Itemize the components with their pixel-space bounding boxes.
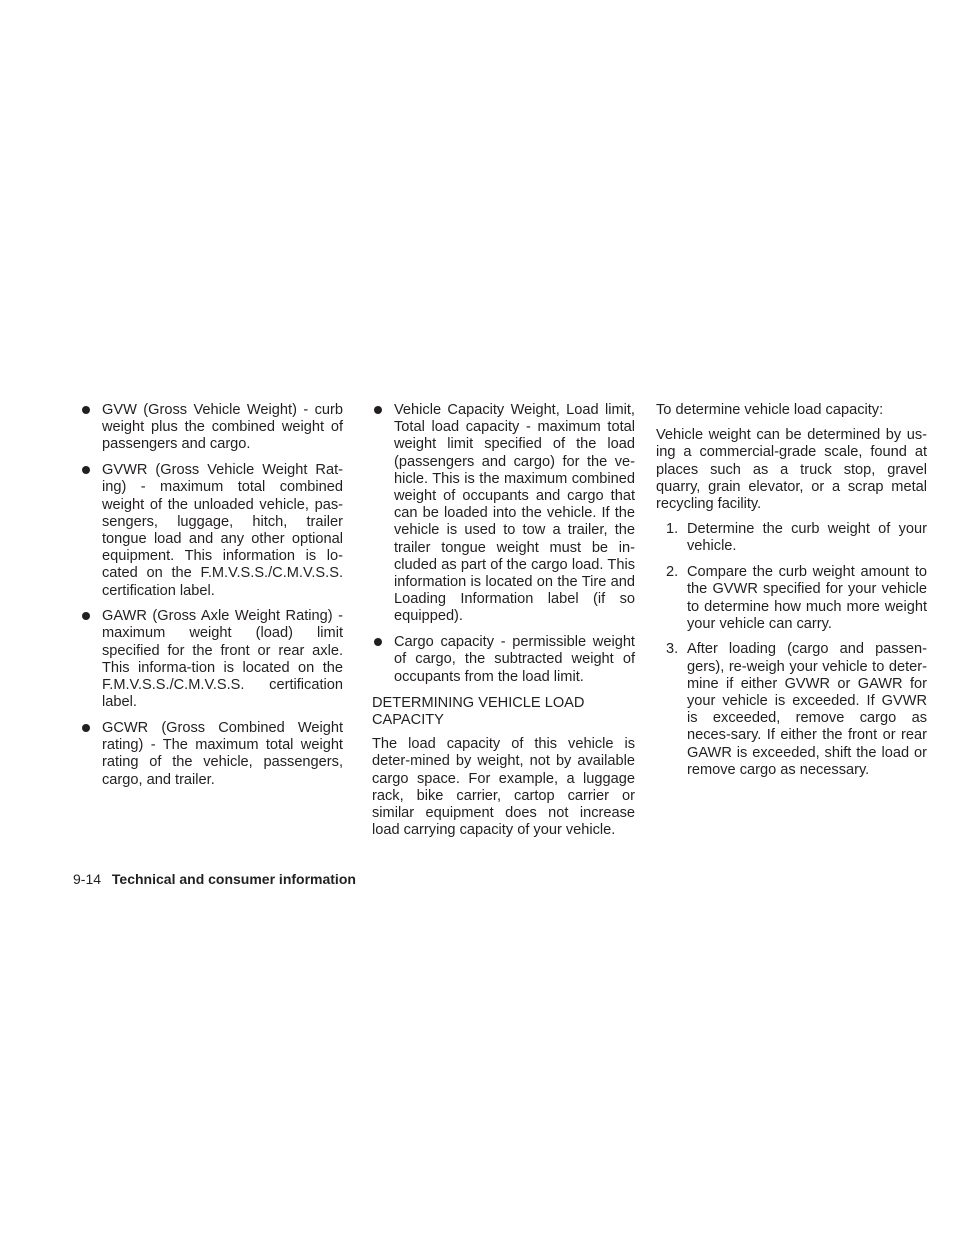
bullet-item-vehicle-capacity [372, 402, 635, 626]
bullet-text: GVWR (Gross Vehicle Weight Rat-ing) - maximum total combined weight of the unloaded vehicle, pas-sengers, luggage, hitch, trailer tongue load and any other optional equipment. This information is lo-cated on the F.M.V.S.S./C.M.V.S.S. certification label. [102, 462, 343, 599]
bullet-item-gvw [80, 402, 343, 454]
definition-list-left [80, 402, 343, 789]
body-paragraph: Vehicle weight can be determined by us-ing a commercial-grade scale, found at places such as a truck stop, gravel quarry, grain elevator, or a scrap metal recycling facility. [656, 427, 927, 513]
footer-section-title: Technical and consumer information [111, 871, 356, 887]
step-item [656, 564, 927, 633]
bullet-icon [82, 724, 90, 732]
page-number: 9-14 [73, 871, 102, 887]
bullet-icon [374, 638, 382, 646]
section-heading: DETERMINING VEHICLE LOAD CAPACITY [372, 694, 585, 728]
steps-list [656, 521, 927, 779]
intro-text: To determine vehicle load capacity: [656, 402, 884, 418]
column-left [80, 402, 343, 797]
column-middle [372, 402, 635, 847]
bullet-text: Cargo capacity - permissible weight of cargo, the subtracted weight of occupants from the load limit. [394, 634, 635, 685]
bullet-item-gvwr [80, 462, 343, 600]
column-right [656, 402, 927, 788]
bullet-item-cargo-capacity [372, 634, 635, 686]
step-text: After loading (cargo and passen-gers), re-weigh your vehicle to deter-mine if either GVWR or GAWR for your vehicle is exceeded. If GVWR is exceeded, remove cargo as neces-sary. If either the front or rear GAWR is exceeded, shift the load or remove cargo as necessary. [687, 641, 927, 778]
page-footer [73, 871, 356, 888]
bullet-item-gcwr [80, 720, 343, 789]
bullet-item-gawr [80, 608, 343, 711]
bullet-icon [374, 406, 382, 414]
definition-list-middle [372, 402, 635, 686]
step-number: 1. [666, 521, 679, 538]
step-item [656, 641, 927, 779]
step-number: 2. [666, 564, 679, 581]
bullet-icon [82, 406, 90, 414]
bullet-text: Vehicle Capacity Weight, Load limit, Total load capacity - maximum total weight limit specified of the load (passengers and cargo) for the ve-hicle. This is the maximum combined weight of occupants and cargo that can be loaded into the vehicle. If the vehicle is used to tow a trailer, the trailer tongue weight must be in-cluded as part of the cargo load. This information is located on the Tire and Loading Information label (if so equipped). [394, 402, 635, 625]
bullet-icon [82, 612, 90, 620]
bullet-text: GAWR (Gross Axle Weight Rating) - maximum weight (load) limit specified for the front or rear axle. This informa-tion is located on the F.M.V.S.S./C.M.V.S.S. certification label. [102, 608, 343, 711]
step-item [656, 521, 927, 555]
bullet-text: GVW (Gross Vehicle Weight) - curb weight plus the combined weight of passengers and cargo. [102, 402, 343, 453]
body-paragraph: The load capacity of this vehicle is deter-mined by weight, not by available cargo space. For example, a luggage rack, bike carrier, cartop carrier or similar equipment does not increase load carrying capacity of your vehicle. [372, 736, 635, 839]
step-text: Determine the curb weight of your vehicle. [687, 521, 927, 555]
bullet-icon [82, 466, 90, 474]
step-text: Compare the curb weight amount to the GVWR specified for your vehicle to determine how much more weight your vehicle can carry. [687, 564, 927, 632]
step-number: 3. [666, 641, 679, 658]
bullet-text: GCWR (Gross Combined Weight rating) - The maximum total weight rating of the vehicle, passengers, cargo, and trailer. [102, 719, 343, 788]
